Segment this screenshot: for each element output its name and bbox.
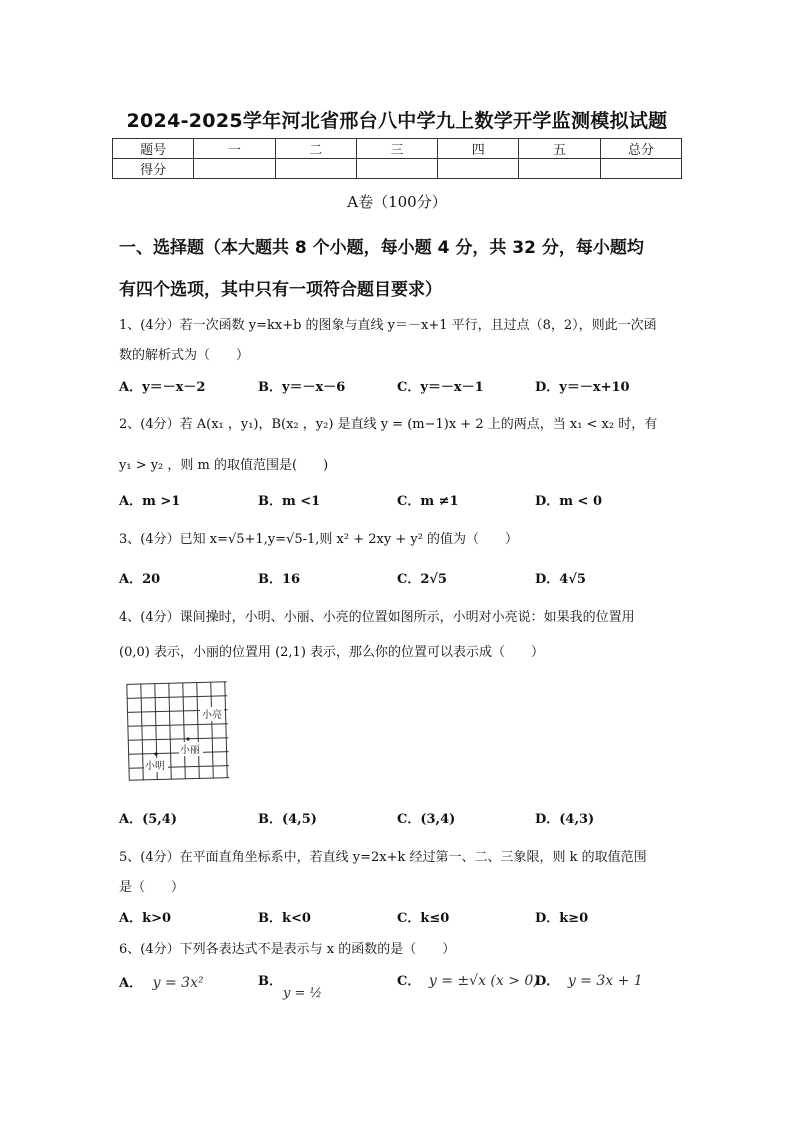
option-letter: D． <box>535 974 560 989</box>
q4-option-d[interactable]: D．(4,3) <box>535 812 595 827</box>
q3-option-a[interactable]: A．20 <box>119 572 161 587</box>
q6-option-b[interactable] <box>258 970 282 989</box>
q6-option-a[interactable] <box>119 972 204 991</box>
question-5-text: 5、(4分）在平面直角坐标系中，若直线 y=2x+k 经过第一、二、三象限，则 k 的取值范围 <box>119 850 647 865</box>
q6-option-d-math: y = 3x + 1 <box>567 973 643 989</box>
q1-option-c[interactable]: C．y＝－x－1 <box>397 380 484 395</box>
page-title: 2024-2025学年河北省邢台八中学九上数学开学监测模拟试题 <box>126 110 668 132</box>
score-header-cell: 二 <box>275 139 356 159</box>
question-4-text-cont: (0,0) 表示，小丽的位置用 (2,1) 表示，那么你的位置可以表示成（ ） <box>119 645 545 660</box>
score-header-cell: 三 <box>356 139 437 159</box>
question-2-text: 2、(4分）若 A(x₁ ，y₁)，B(x₂ ，y₂) 是直线 y = (m−1)x + 2 上的两点，当 x₁ < x₂ 时，有 <box>119 417 658 432</box>
q5-option-b[interactable]: B．k<0 <box>258 911 311 926</box>
section-a-heading: A卷（100分） <box>347 193 447 211</box>
label-xiaoming: 小明 <box>145 761 165 772</box>
score-table-header-row <box>113 139 682 159</box>
q4-option-a[interactable]: A．(5,4) <box>119 812 178 827</box>
q6-option-d[interactable] <box>535 970 643 989</box>
question-3-text: 3、(4分）已知 x=√5+1,y=√5-1,则 x² + 2xy + y² 的值为（ ） <box>119 532 519 547</box>
q2-option-b[interactable]: B．m <1 <box>258 494 321 509</box>
q2-option-a[interactable]: A．m >1 <box>119 494 181 509</box>
q5-option-c[interactable]: C．k≤0 <box>397 911 450 926</box>
q6-option-b-math: y = ½ <box>283 986 323 1001</box>
q2-option-d[interactable]: D．m < 0 <box>535 494 603 509</box>
q4-option-b[interactable]: B．(4,5) <box>258 812 317 827</box>
score-header-cell: 五 <box>519 139 600 159</box>
q3-option-d[interactable]: D．4√5 <box>535 572 586 587</box>
score-cell[interactable] <box>519 159 600 179</box>
question-6-text: 6、(4分）下列各表达式不是表示与 x 的函数的是（ ） <box>119 942 456 957</box>
q6-option-c[interactable] <box>397 970 539 989</box>
score-cell[interactable] <box>275 159 356 179</box>
position-grid-figure <box>122 675 234 785</box>
question-4-text: 4、(4分）课间操时，小明、小丽、小亮的位置如图所示，小明对小亮说：如果我的位置用 <box>119 610 635 625</box>
option-letter: B． <box>258 974 282 989</box>
q1-option-b[interactable]: B．y＝－x－6 <box>258 380 346 395</box>
q5-option-d[interactable]: D．k≥0 <box>535 911 589 926</box>
score-header-cell: 四 <box>438 139 519 159</box>
score-table <box>112 138 682 179</box>
label-xiaoliang: 小亮 <box>202 710 222 721</box>
score-cell[interactable] <box>194 159 275 179</box>
q3-option-c[interactable]: C．2√5 <box>397 572 447 587</box>
q5-option-a[interactable]: A．k>0 <box>119 911 172 926</box>
option-letter: C． <box>397 974 421 989</box>
score-header-cell: 题号 <box>113 139 194 159</box>
part-heading-line2: 有四个选项，其中只有一项符合题目要求） <box>119 280 442 300</box>
q1-option-d[interactable]: D．y＝－x+10 <box>535 380 630 395</box>
score-cell[interactable] <box>438 159 519 179</box>
option-letter: A． <box>119 976 143 991</box>
question-1-text: 1、(4分）若一次函数 y=kx+b 的图象与直线 y＝－x+1 平行，且过点（8，2），则此一次函 <box>119 318 657 333</box>
score-cell[interactable] <box>600 159 681 179</box>
score-header-cell: 一 <box>194 139 275 159</box>
label-xiaoli: 小丽 <box>180 745 200 756</box>
score-header-cell: 总分 <box>600 139 681 159</box>
q4-option-c[interactable]: C．(3,4) <box>397 812 456 827</box>
part-heading-line1: 一、选择题（本大题共 8 个小题，每小题 4 分，共 32 分，每小题均 <box>119 238 644 258</box>
q1-option-a[interactable]: A．y＝－x－2 <box>119 380 206 395</box>
q6-option-a-math: y = 3x² <box>152 975 204 991</box>
score-table-score-row <box>113 159 682 179</box>
score-row-label: 得分 <box>113 159 194 179</box>
score-cell[interactable] <box>356 159 437 179</box>
q3-option-b[interactable]: B．16 <box>258 572 301 587</box>
question-5-text-cont: 是（ ） <box>119 880 185 895</box>
q2-option-c[interactable]: C．m ≠1 <box>397 494 459 509</box>
q6-option-c-math: y = ±√x (x > 0) <box>428 973 539 989</box>
question-1-text-cont: 数的解析式为（ ） <box>119 348 250 363</box>
question-2-text-cont: y₁ > y₂ ，则 m 的取值范围是( ) <box>119 458 329 473</box>
